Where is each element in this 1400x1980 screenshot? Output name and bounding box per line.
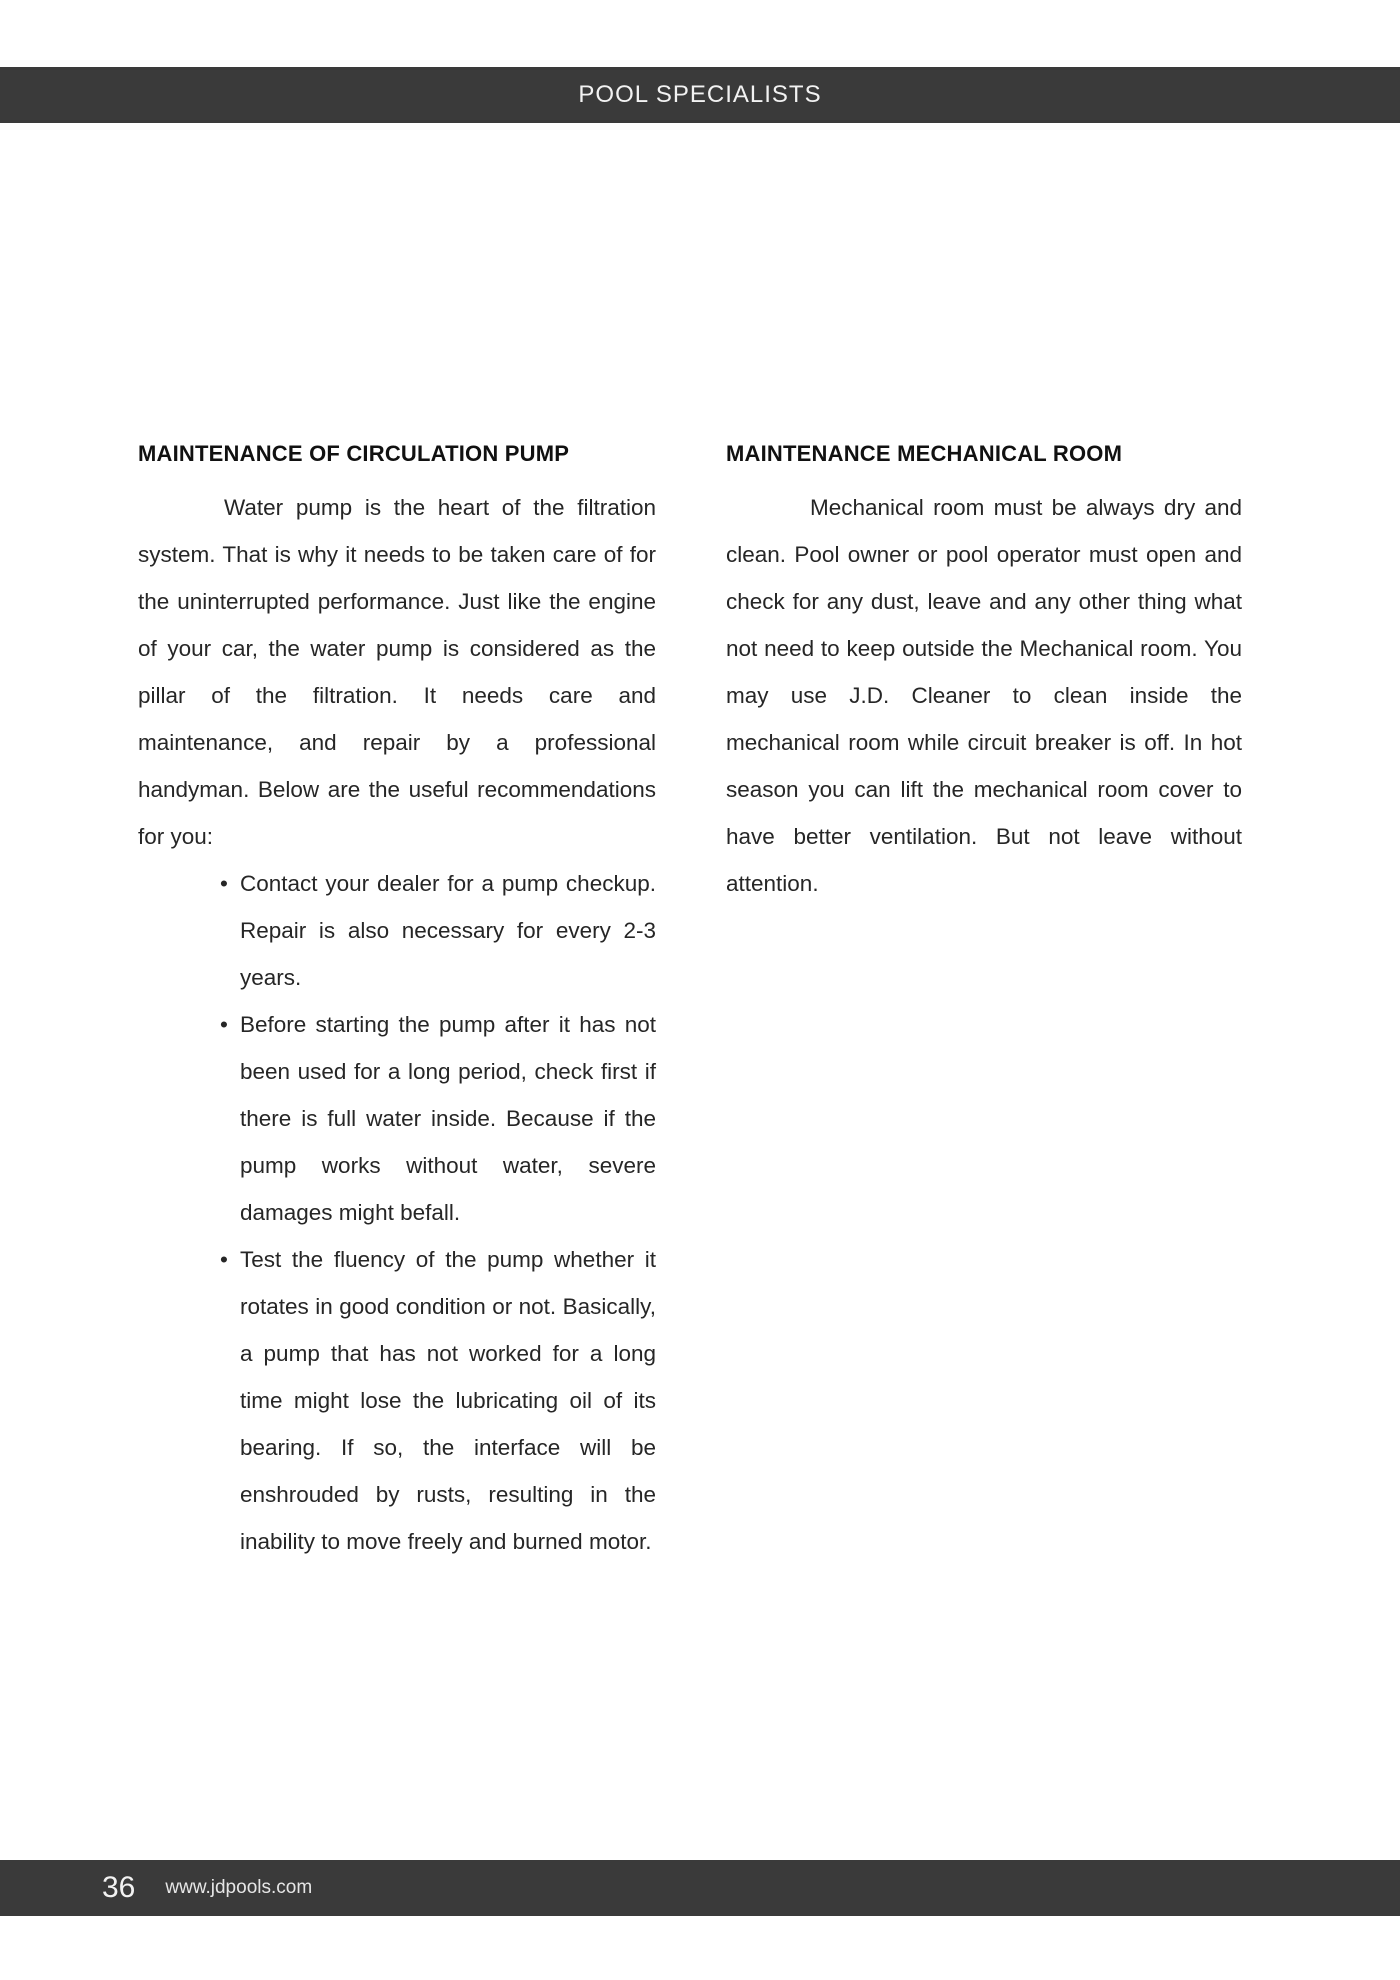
circulation-pump-heading: MAINTENANCE OF CIRCULATION PUMP — [138, 441, 570, 466]
mechanical-room-body: Mechanical room must be always dry and clean. Pool owner or pool operator must open and check for any dust, leave and any other thing what not need to keep outside the Mechanical room. You may use J.D. Cleaner to clean inside the mechanical room while circuit breaker is off. In hot season you can lift the mechanical room cover to have better ventilation. But not leave without attention. — [726, 495, 1242, 896]
recommendation-text: Contact your dealer for a pump checkup. Repair is also necessary for every 2-3 years. — [240, 871, 656, 990]
bullet-icon: • — [220, 871, 228, 896]
mechanical-room-heading: MAINTENANCE MECHANICAL ROOM — [726, 441, 1123, 466]
recommendation-text: Test the fluency of the pump whether it rotates in good condition or not. Basically, a pump that has not worked for a long time might lose the lubricating oil of its bearing. If so, the interface will be enshrouded by rusts, resulting in the inability to move freely and burned motor. — [240, 1247, 656, 1554]
recommendation-text: Before starting the pump after it has not been used for a long period, check first if there is full water inside. Because if the pump works without water, severe damages might befall. — [240, 1012, 656, 1225]
recommendations-list — [138, 860, 656, 1565]
circulation-pump-intro: Water pump is the heart of the filtration system. That is why it needs to be taken care of for the uninterrupted performance. Just like the engine of your car, the water pump is considered as the pillar of the filtration. It needs care and maintenance, and repair by a professional handyman. Below are the useful recommendations for you: — [138, 495, 656, 849]
list-item — [220, 1001, 656, 1236]
header-title: POOL SPECIALISTS — [578, 81, 822, 108]
mechanical-room-section — [726, 438, 1242, 907]
footer-url[interactable]: www.jdpools.com — [165, 1877, 313, 1898]
circulation-pump-section — [138, 438, 656, 1565]
list-item — [220, 860, 656, 1001]
footer-bar — [0, 1860, 1400, 1916]
page-number: 36 — [102, 1871, 136, 1904]
header-bar — [0, 67, 1400, 123]
bullet-icon: • — [220, 1247, 228, 1272]
list-item — [220, 1236, 656, 1565]
bullet-icon: • — [220, 1012, 228, 1037]
